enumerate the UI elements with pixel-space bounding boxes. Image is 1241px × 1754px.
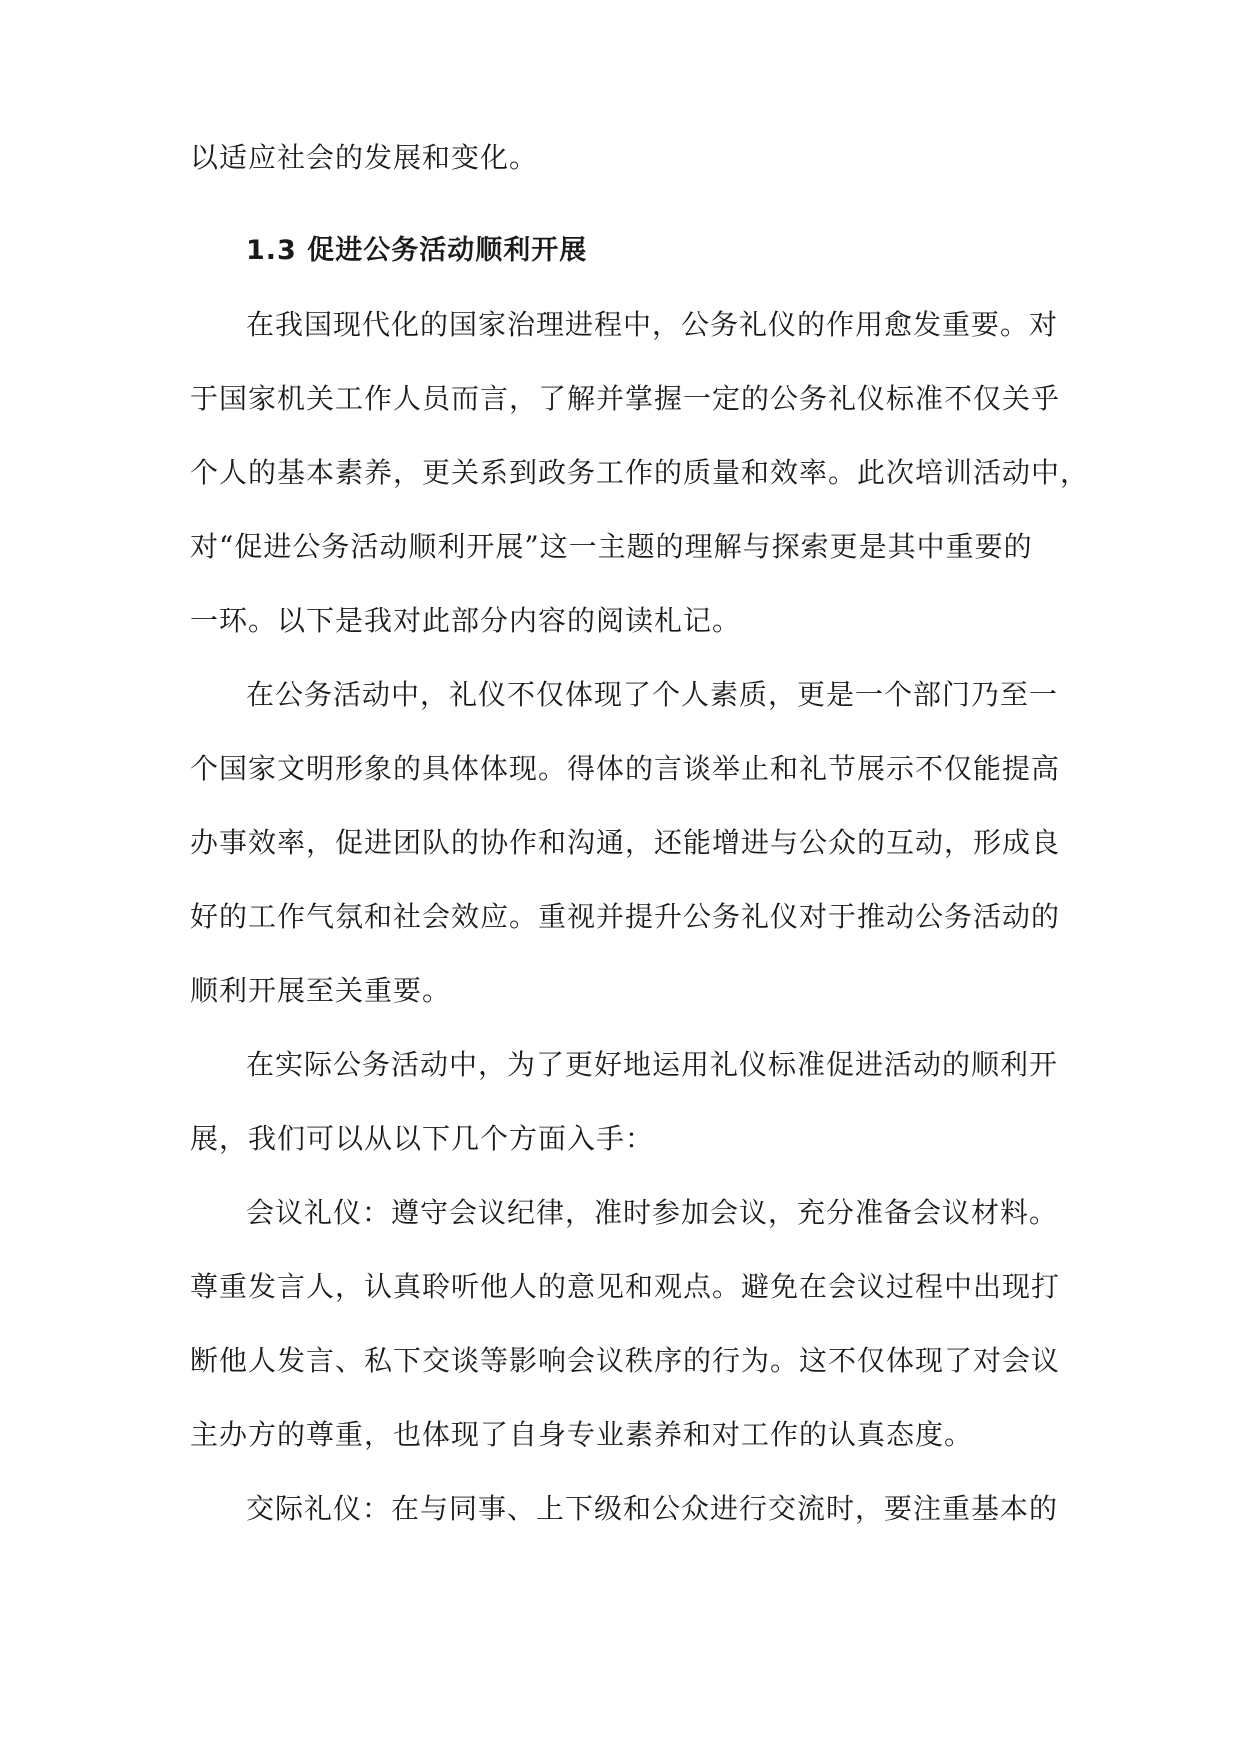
text-line: 在公务活动中，礼仪不仅体现了个人素质，更是一个部门乃至一 bbox=[246, 678, 1059, 711]
text-line: 好的工作气氛和社会效应。重视并提升公务礼仪对于推动公务活动的 bbox=[190, 900, 1061, 933]
text-line: 主办方的尊重，也体现了自身专业素养和对工作的认真态度。 bbox=[190, 1418, 974, 1451]
text-line: 以适应社会的发展和变化。 bbox=[190, 141, 539, 174]
text-line: 断他人发言、私下交谈等影响会议秩序的行为。这不仅体现了对会议 bbox=[190, 1344, 1061, 1377]
text-line: 在我国现代化的国家治理进程中，公务礼仪的作用愈发重要。对 bbox=[246, 308, 1059, 341]
text-line: 交际礼仪：在与同事、上下级和公众进行交流时，要注重基本的 bbox=[246, 1492, 1059, 1525]
text-line: 尊重发言人，认真聆听他人的意见和观点。避免在会议过程中出现打 bbox=[190, 1270, 1061, 1303]
text-line: 个人的基本素养，更关系到政务工作的质量和效率。此次培训活动中， bbox=[190, 456, 1090, 489]
text-line: 个国家文明形象的具体体现。得体的言谈举止和礼节展示不仅能提高 bbox=[190, 752, 1061, 785]
section-heading: 1.3 促进公务活动顺利开展 bbox=[246, 235, 588, 266]
text-line: 办事效率，促进团队的协作和沟通，还能增进与公众的互动，形成良 bbox=[190, 826, 1061, 859]
text-line: 在实际公务活动中，为了更好地运用礼仪标准促进活动的顺利开 bbox=[246, 1048, 1059, 1081]
text-line: 一环。以下是我对此部分内容的阅读札记。 bbox=[190, 604, 742, 637]
text-line: 顺利开展至关重要。 bbox=[190, 974, 452, 1007]
text-line: 对“促进公务活动顺利开展”这一主题的理解与探索更是其中重要的 bbox=[190, 530, 1033, 563]
text-line: 会议礼仪：遵守会议纪律，准时参加会议，充分准备会议材料。 bbox=[246, 1196, 1059, 1229]
text-line: 于国家机关工作人员而言，了解并掌握一定的公务礼仪标准不仅关乎 bbox=[190, 382, 1061, 415]
text-line: 展，我们可以从以下几个方面入手： bbox=[190, 1122, 655, 1155]
